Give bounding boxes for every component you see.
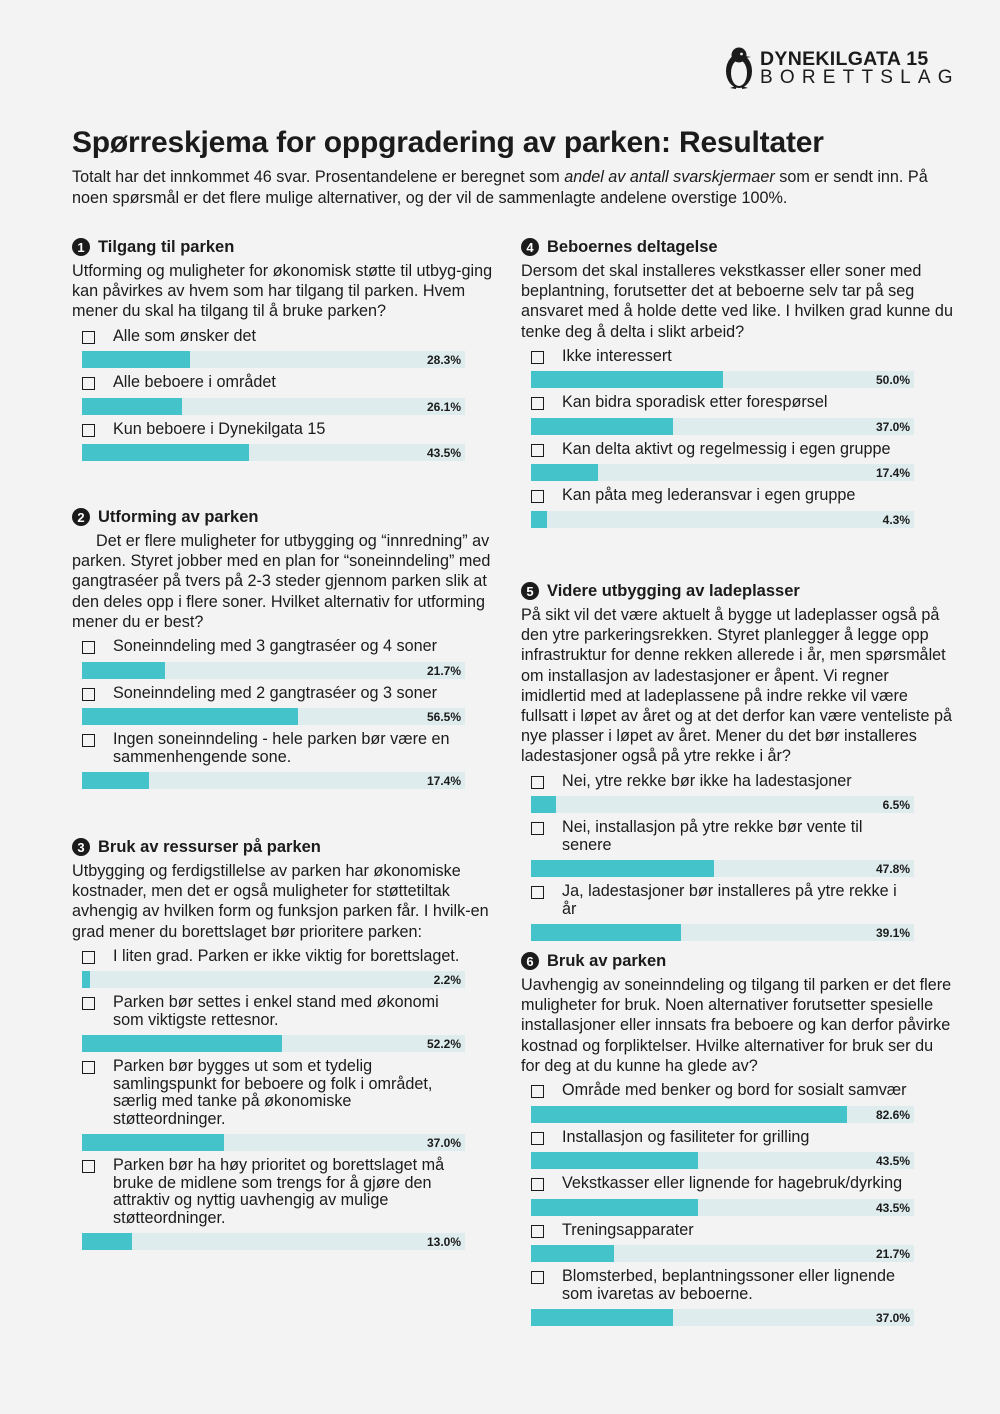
checkbox[interactable] xyxy=(531,776,544,789)
result-bar xyxy=(82,708,465,725)
checkbox[interactable] xyxy=(531,886,544,899)
section-title: Tilgang til parken xyxy=(98,237,235,256)
answer-option xyxy=(531,487,914,528)
result-percentage: 37.0% xyxy=(875,419,910,434)
answer-option xyxy=(82,994,465,1052)
result-percentage: 43.5% xyxy=(875,1200,910,1215)
question-section xyxy=(521,235,953,528)
result-bar-fill xyxy=(82,1134,224,1151)
result-bar xyxy=(82,971,465,988)
result-bar-fill xyxy=(82,1233,132,1250)
result-bar-fill xyxy=(82,1035,282,1052)
option-label-row xyxy=(531,348,914,366)
option-label-row xyxy=(82,374,465,392)
checkbox[interactable] xyxy=(531,397,544,410)
checkbox[interactable] xyxy=(531,444,544,457)
option-label: Ja, ladestasjoner bør installeres på ytre rekke i år xyxy=(562,882,897,918)
answer-option xyxy=(82,421,465,462)
page-title: Spørreskjema for oppgradering av parken: Resultater xyxy=(72,126,824,159)
section-number-badge: 4 xyxy=(521,238,539,256)
section-title: Bruk av ressurser på parken xyxy=(98,837,321,856)
section-heading xyxy=(72,836,504,858)
result-bar xyxy=(531,418,914,435)
checkbox[interactable] xyxy=(531,1178,544,1191)
result-bar xyxy=(82,1134,465,1151)
result-percentage: 47.8% xyxy=(875,862,910,877)
answer-option xyxy=(82,374,465,415)
option-label: Alle som ønsker det xyxy=(113,326,257,345)
section-number-badge: 2 xyxy=(72,508,90,526)
result-percentage: 2.2% xyxy=(433,973,461,988)
option-label: Kan påta meg lederansvar i egen gruppe xyxy=(562,486,856,505)
option-label-row xyxy=(82,638,465,656)
result-bar-fill xyxy=(531,511,547,528)
answer-option xyxy=(82,638,465,679)
section-description: Uavhengig av soneinndeling og tilgang til parken er det flere muligheter for bruk. Noen alternativer forutsetter spesielle installasjoner eller innsats fra beboere og kan derfor påvirke kostnad og forpliktelser. Hvilke alternativer for bruk ser du for deg at du kunne ha glede av? xyxy=(521,976,952,1075)
result-bar xyxy=(531,924,914,941)
option-label-row xyxy=(531,1082,914,1100)
option-label: Installasjon og fasiliteter for grilling xyxy=(562,1127,810,1146)
checkbox[interactable] xyxy=(531,1271,544,1284)
result-bar-fill xyxy=(82,444,249,461)
option-label: Alle beboere i området xyxy=(113,373,276,392)
result-percentage: 6.5% xyxy=(882,798,910,813)
result-percentage: 43.5% xyxy=(875,1154,910,1169)
result-bar-fill xyxy=(82,708,298,725)
checkbox[interactable] xyxy=(82,997,95,1010)
checkbox[interactable] xyxy=(82,377,95,390)
result-percentage: 43.5% xyxy=(426,446,461,461)
result-percentage: 13.0% xyxy=(426,1235,461,1250)
result-percentage: 21.7% xyxy=(426,663,461,678)
result-percentage: 50.0% xyxy=(875,373,910,388)
option-label-row xyxy=(531,883,914,918)
option-label: Soneinndeling med 3 gangtraséer og 4 soner xyxy=(113,637,437,656)
section-description: Utforming og muligheter for økonomisk støtte til utbyg-ging kan påvirkes av hvem som har tilgang til parken. Hvem mener du skal ha tilgang til å bruke parken? xyxy=(72,262,493,321)
result-bar xyxy=(531,1199,914,1216)
section-title: Utforming av parken xyxy=(98,507,259,526)
option-label: Blomsterbed, beplantningssoner eller lignende som ivaretas av beboerne. xyxy=(562,1267,895,1303)
answer-option xyxy=(531,1129,914,1170)
checkbox[interactable] xyxy=(82,1061,95,1074)
result-bar xyxy=(531,1245,914,1262)
section-heading xyxy=(521,580,953,602)
section-number-badge: 5 xyxy=(521,582,539,600)
penguin-icon xyxy=(722,46,756,90)
section-number-badge: 1 xyxy=(72,238,90,256)
option-label-row xyxy=(531,1222,914,1240)
option-label: Ingen soneinndeling - hele parken bør være en sammenhengende sone. xyxy=(113,730,450,766)
option-label: Soneinndeling med 2 gangtraséer og 3 soner xyxy=(113,683,437,702)
result-bar-fill xyxy=(82,351,190,368)
option-label: Parken bør settes i enkel stand med økonomi som viktigste rettesnor. xyxy=(113,993,439,1029)
option-label: Vekstkasser eller lignende for hagebruk/dyrking xyxy=(562,1174,903,1193)
section-title: Beboernes deltagelse xyxy=(547,237,718,256)
result-bar xyxy=(531,1106,914,1123)
result-bar-fill xyxy=(531,464,598,481)
checkbox[interactable] xyxy=(531,351,544,364)
result-percentage: 26.1% xyxy=(426,399,461,414)
option-label-row xyxy=(531,441,914,459)
answer-option xyxy=(531,883,914,941)
result-percentage: 21.7% xyxy=(875,1247,910,1262)
result-percentage: 52.2% xyxy=(426,1037,461,1052)
answer-option xyxy=(531,1082,914,1123)
result-bar-fill xyxy=(531,1309,673,1326)
checkbox[interactable] xyxy=(531,1225,544,1238)
result-bar-fill xyxy=(531,418,673,435)
result-bar-fill xyxy=(82,772,149,789)
option-label-row xyxy=(82,685,465,703)
intro-part2: som er sendt inn. På noen spørsmål er det flere mulige alternativer, og der vil de sammenlagte andelene overstige 100%. xyxy=(72,168,928,207)
section-heading xyxy=(72,236,504,258)
option-label-row xyxy=(82,1058,465,1128)
section-heading xyxy=(72,506,504,528)
checkbox[interactable] xyxy=(82,1160,95,1173)
option-label: I liten grad. Parken er ikke viktig for borettslaget. xyxy=(113,946,460,965)
section-heading xyxy=(521,236,953,258)
section-number-badge: 3 xyxy=(72,838,90,856)
section-number-badge: 6 xyxy=(521,952,539,970)
checkbox[interactable] xyxy=(82,331,95,344)
option-label-row xyxy=(531,1129,914,1147)
section-title: Videre utbygging av ladeplasser xyxy=(547,581,800,600)
option-label-row xyxy=(531,773,914,791)
option-label: Kun beboere i Dynekilgata 15 xyxy=(113,419,326,438)
result-bar xyxy=(531,371,914,388)
checkbox[interactable] xyxy=(531,822,544,835)
option-label: Område med benker og bord for sosialt samvær xyxy=(562,1081,907,1100)
borettslag-logo xyxy=(722,46,960,92)
option-label: Treningsapparater xyxy=(562,1220,694,1239)
question-section xyxy=(521,949,953,1326)
result-bar xyxy=(531,796,914,813)
option-label-row xyxy=(531,1175,914,1193)
result-bar-fill xyxy=(531,796,556,813)
result-bar xyxy=(82,1035,465,1052)
logo-name: DYNEKILGATA 15 xyxy=(760,48,929,70)
question-section xyxy=(72,505,504,789)
result-bar-fill xyxy=(531,860,714,877)
result-bar xyxy=(82,662,465,679)
result-bar xyxy=(82,398,465,415)
intro-text xyxy=(72,167,952,209)
result-bar xyxy=(531,1152,914,1169)
question-section xyxy=(72,835,504,1250)
option-label: Kan delta aktivt og regelmessig i egen gruppe xyxy=(562,439,891,458)
option-label-row xyxy=(82,994,465,1029)
answer-option xyxy=(82,731,465,789)
answer-option xyxy=(82,1058,465,1151)
option-label-row xyxy=(82,1157,465,1227)
result-bar xyxy=(531,511,914,528)
result-bar xyxy=(531,860,914,877)
result-bar-fill xyxy=(531,924,681,941)
option-label-row xyxy=(531,1268,914,1303)
result-percentage: 39.1% xyxy=(875,926,910,941)
option-label-row xyxy=(82,421,465,439)
option-label: Kan bidra sporadisk etter forespørsel xyxy=(562,393,828,412)
option-label-row xyxy=(82,328,465,346)
option-label-row xyxy=(531,487,914,505)
result-percentage: 17.4% xyxy=(426,774,461,789)
question-section xyxy=(72,235,504,461)
result-bar-fill xyxy=(82,662,165,679)
option-label: Nei, ytre rekke bør ikke ha ladestasjoner xyxy=(562,771,852,790)
checkbox[interactable] xyxy=(531,490,544,503)
intro-part1: Totalt har det innkommet 46 svar. Prosentandelene er beregnet som xyxy=(72,168,565,186)
answer-option xyxy=(531,773,914,814)
result-bar-fill xyxy=(531,1245,614,1262)
option-label: Ikke interessert xyxy=(562,346,672,365)
section-description: Dersom det skal installeres vekstkasser eller soner med beplantning, forutsetter det at beboerne selv tar på seg ansvaret med å holde dette ved like. I hvilken grad kunne du tenke deg å delta i slikt arbeid? xyxy=(521,262,953,341)
option-label: Nei, installasjon på ytre rekke bør vente til senere xyxy=(562,818,863,854)
checkbox[interactable] xyxy=(82,688,95,701)
checkbox[interactable] xyxy=(82,641,95,654)
answer-option xyxy=(531,348,914,389)
option-label: Parken bør ha høy prioritet og borettslaget må bruke de midlene som trengs for å gjøre den attraktiv og nyttig uavhengig av mulige støtteordninger. xyxy=(113,1156,445,1227)
checkbox[interactable] xyxy=(531,1132,544,1145)
section-title: Bruk av parken xyxy=(547,951,667,970)
result-bar-fill xyxy=(531,371,723,388)
section-description: Det er flere muligheter for utbygging og “innredning” av parken. Styret jobber med en plan for “soneinndeling” med gangtraséer på tvers på 2-3 steder gjennom parken slik at den deles opp i flere soner. Hvilket alternativ for utforming mener du er best? xyxy=(72,532,491,631)
result-percentage: 4.3% xyxy=(882,512,910,527)
result-percentage: 37.0% xyxy=(426,1136,461,1151)
logo-subtitle: BORETTSLAG xyxy=(760,67,960,88)
answer-option xyxy=(531,1175,914,1216)
checkbox[interactable] xyxy=(82,951,95,964)
answer-option xyxy=(531,441,914,482)
result-percentage: 37.0% xyxy=(875,1311,910,1326)
result-bar xyxy=(82,772,465,789)
answer-option xyxy=(82,948,465,989)
option-label-row xyxy=(531,819,914,854)
answer-option xyxy=(531,394,914,435)
checkbox[interactable] xyxy=(82,734,95,747)
answer-option xyxy=(82,328,465,369)
result-bar-fill xyxy=(82,398,182,415)
answer-option xyxy=(531,819,914,877)
checkbox[interactable] xyxy=(82,424,95,437)
result-bar-fill xyxy=(531,1106,847,1123)
answer-option xyxy=(531,1268,914,1326)
result-bar xyxy=(82,444,465,461)
result-bar-fill xyxy=(82,971,90,988)
answer-option xyxy=(531,1222,914,1263)
answer-option xyxy=(82,685,465,726)
option-label-row xyxy=(82,731,465,766)
result-percentage: 56.5% xyxy=(426,710,461,725)
result-bar-fill xyxy=(531,1199,698,1216)
result-percentage: 17.4% xyxy=(875,466,910,481)
option-label-row xyxy=(531,394,914,412)
answer-option xyxy=(82,1157,465,1250)
result-percentage: 82.6% xyxy=(875,1107,910,1122)
section-description: På sikt vil det være aktuelt å bygge ut ladeplasser også på den ytre parkeringsrekken. Styret planlegger å legge opp infrastruktur for denne rekken allerede i år, men spørsmålet om installasjon av ladestasjoner er åpent. Vi regner imidlertid med at ladeplassene på indre rekke vil være fullsatt i løpet av året og at det derfor kan være venteliste på nye plasser i løpet av året. Mener du det bør installeres ladestasjoner også på ytre rekke i år? xyxy=(521,606,952,766)
result-bar xyxy=(531,464,914,481)
result-bar xyxy=(82,1233,465,1250)
intro-emphasis: andel av antall svarskjermaer xyxy=(564,168,775,186)
question-section xyxy=(521,579,953,941)
result-bar xyxy=(82,351,465,368)
option-label-row xyxy=(82,948,465,966)
section-description: Utbygging og ferdigstillelse av parken har økonomiske kostnader, men det er også muligheter for støttetiltak avhengig av hvilken form og funksjon parken får. I hvilk-en grad mener du borettslaget bør prioritere parken: xyxy=(72,862,489,941)
option-label: Parken bør bygges ut som et tydelig samlingspunkt for beboere og folk i området, særlig med tanke på økonomiske støtteordninger. xyxy=(113,1057,433,1128)
result-bar-fill xyxy=(531,1152,698,1169)
result-percentage: 28.3% xyxy=(426,353,461,368)
checkbox[interactable] xyxy=(531,1085,544,1098)
result-bar xyxy=(531,1309,914,1326)
section-heading xyxy=(521,950,953,972)
